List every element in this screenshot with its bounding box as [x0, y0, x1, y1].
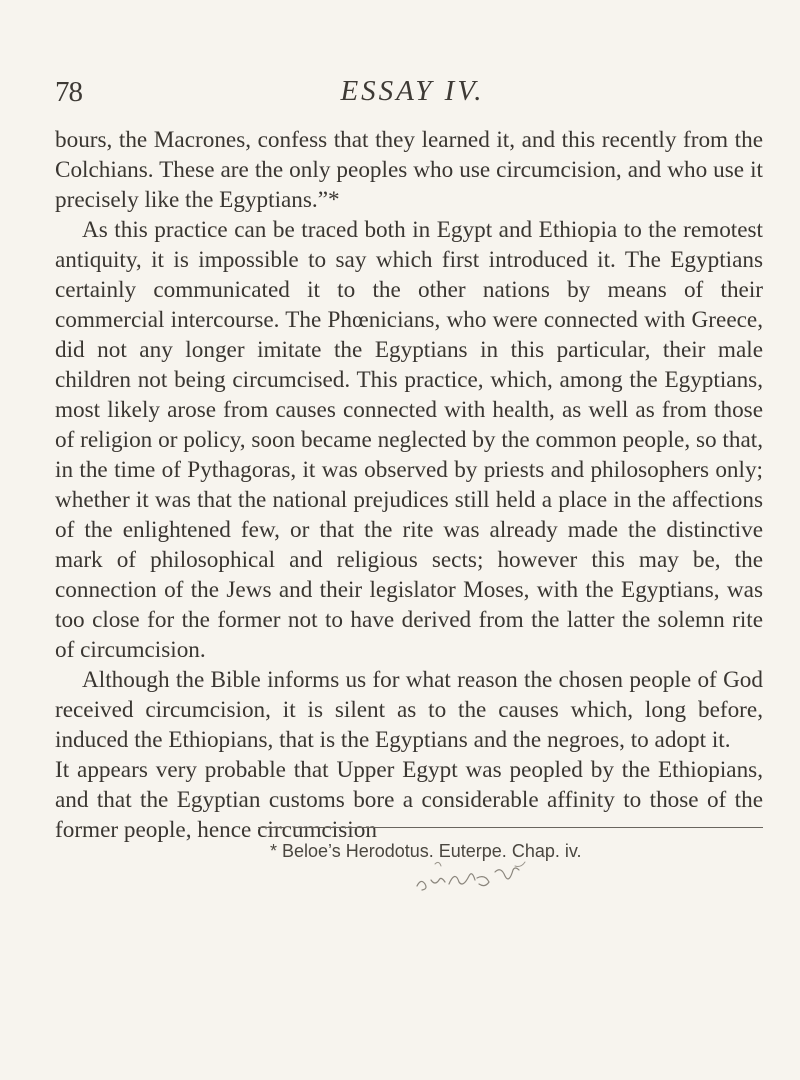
paragraph-1: bours, the Macrones, confess that they learned it, and this recently from the Colchians. These are the only peoples who use circumcision, and who use it precisely like the Egyptians.”*	[55, 127, 763, 213]
footnote: * Beloe’s Herodotus. Euterpe. Chap. iv.	[270, 841, 582, 861]
paragraph-3: Although the Bible informs us for what reason the chosen people of God received circumcision, it is silent as to the causes which, long before, induced the Ethiopians, that is the Egyptians and the negroes, to adopt it.	[55, 667, 763, 753]
paragraph-2: As this practice can be traced both in Egypt and Ethiopia to the remotest antiquity, it is impossible to say which first introduced it. The Egyptians certainly communicated it to the other nations by means of their commercial intercourse. The Phœnicians, who were connected with Greece, did not any longer imitate the Egyptians in this particular, their male children not being circumcised. This practice, which, among the Egyptians, most likely arose from causes connected with health, as well as from those of religion or policy, soon became neglected by the common people, so that, in the time of Pythagoras, it was observed by priests and philosophers only; whether it was that the national prejudices still held a place in the affections of the enlightened few, or that the rite was already made the distinctive mark of philosophical and religious sects; however this may be, the connection of the Jews and their legislator Moses, with the Egyptians, was too close for the former not to have derived from the latter the solemn rite of circumcision.	[55, 217, 763, 663]
handwritten-annotation	[415, 858, 575, 892]
running-title: ESSAY IV.	[340, 75, 485, 107]
page-number: 78	[55, 76, 82, 108]
footnote-rule	[293, 827, 763, 828]
paragraph-4: It appears very probable that Upper Egypt was peopled by the Ethiopians, and that the Egyptian customs bore a considerable affinity to those of the former people, hence circumcision	[55, 757, 763, 843]
footnote-rule-short	[258, 827, 286, 828]
body-text	[55, 125, 763, 845]
page-header	[0, 72, 800, 112]
